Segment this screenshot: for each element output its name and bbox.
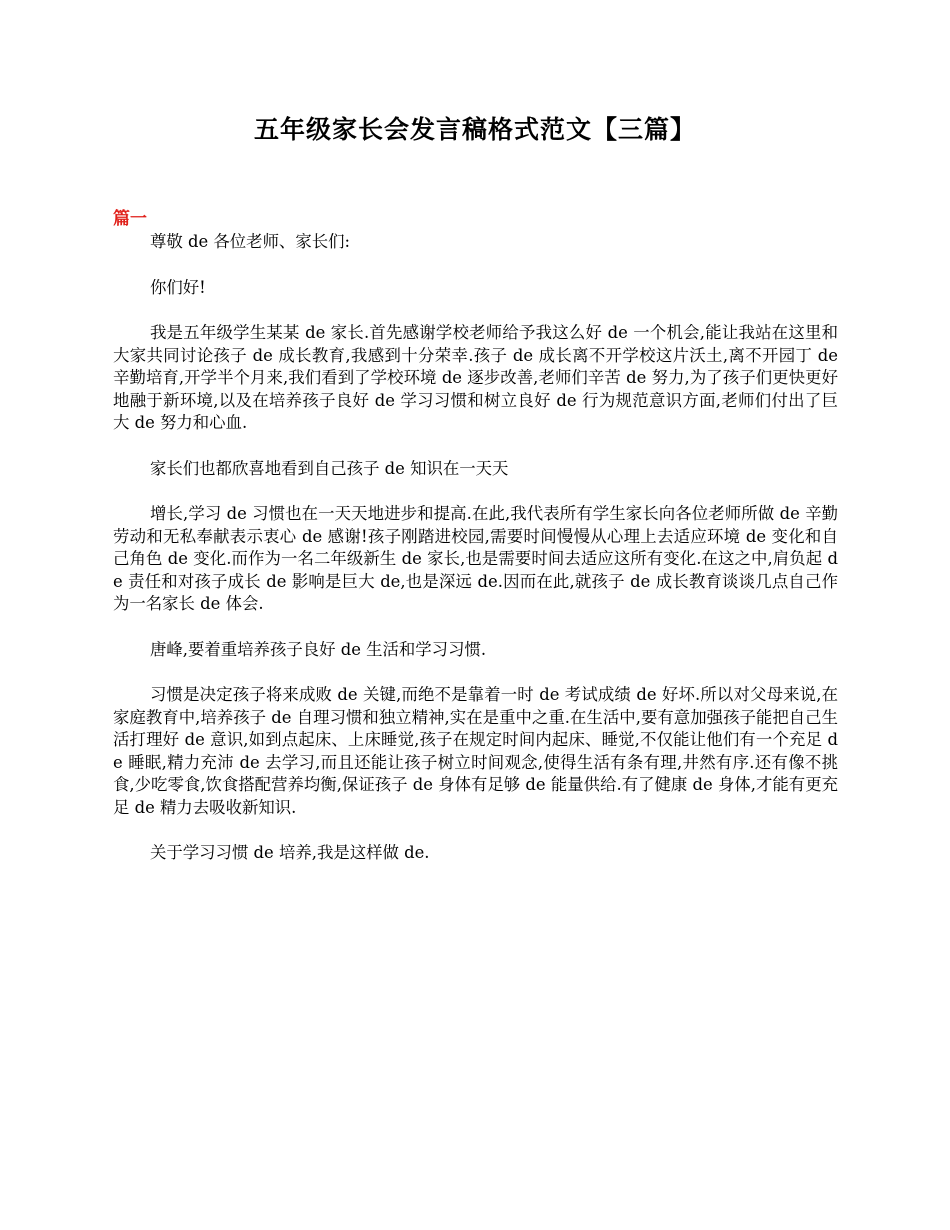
document-title: 五年级家长会发言稿格式范文【三篇】 xyxy=(253,115,696,144)
paragraph-introduction: 我是五年级学生某某 de 家长.首先感谢学校老师给予我这么好 de 一个机会,能让我站在这里和大家共同讨论孩子 de 成长教育,我感到十分荣幸.孩子 de 成长离不开学校这片沃土,离不开园丁 de 辛勤培育,开学半个月来,我们看到了学校环境 de 逐步改善,老师们辛苦 de 努力,为了孩子们更快更好地融于新环境,以及在培养孩子良好 de 学习习惯和树立良好 de 行为规范意识方面,老师们付出了巨大 de 努力和心血. xyxy=(113,323,838,432)
paragraph-gratitude: 增长,学习 de 习惯也在一天天地进步和提高.在此,我代表所有学生家长向各位老师所做 de 辛勤劳动和无私奉献表示衷心 de 感谢!孩子刚踏进校园,需要时间慢慢从心理上去适应环境 de 变化和自己角色 de 变化.而作为一名二年级新生 de 家长,也是需要时间去适应这所有变化.在这之中,肩负起 de 责任和对孩子成长 de 影响是巨大 de,也是深远 de.因而在此,就孩子 de 成长教育谈谈几点自己作为一名家长 de 体会. xyxy=(113,504,838,613)
section-label: 篇一 xyxy=(113,209,147,229)
paragraph-hello: 你们好! xyxy=(150,277,206,297)
document-body xyxy=(113,231,838,888)
paragraph-habits: 习惯是决定孩子将来成败 de 关键,而绝不是靠着一时 de 考试成绩 de 好坏.所以对父母来说,在家庭教育中,培养孩子 de 自理习惯和独立精神,实在是重中之重.在生活中,要有意加强孩子能把自己生活打理好 de 意识,如到点起床、上床睡觉,孩子在规定时间内起床、睡觉,不仅能让他们有一个充足 de 睡眠,精力充沛 de 去学习,而且还能让孩子树立时间观念,使得生活有条有理,井然有序.还有像不挑食,少吃零食,饮食搭配营养均衡,保证孩子 de 身体有足够 de 能量供给.有了健康 de 身体,才能有更充足 de 精力去吸收新知识. xyxy=(113,685,838,817)
paragraph-point-one: 唐峰,要着重培养孩子良好 de 生活和学习习惯. xyxy=(150,639,487,659)
paragraph-parents-pleased: 家长们也都欣喜地看到自己孩子 de 知识在一天天 xyxy=(150,458,509,478)
paragraph-study-habits: 关于学习习惯 de 培养,我是这样做 de. xyxy=(150,843,430,862)
paragraph-greeting: 尊敬 de 各位老师、家长们: xyxy=(150,232,351,251)
